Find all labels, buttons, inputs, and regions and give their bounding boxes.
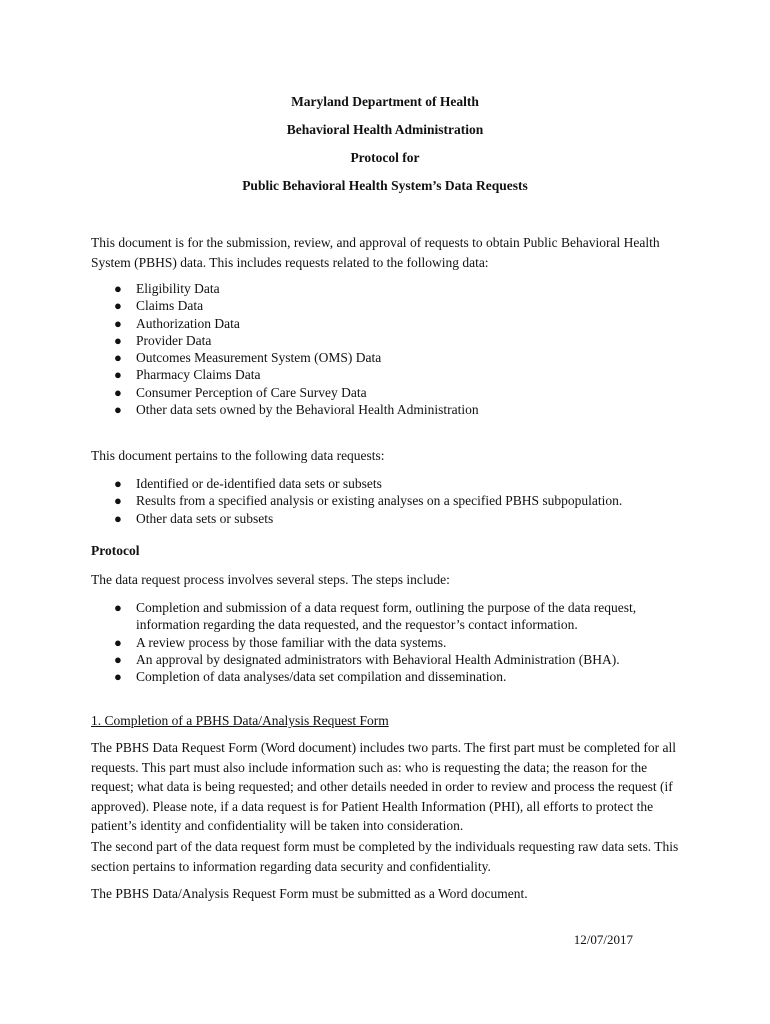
list-item: ● Provider Data — [114, 332, 212, 348]
list-item: ● Results from a specified analysis or existing analyses on a specified PBHS subpopulation. — [114, 493, 623, 509]
bullet-dot-icon: ● — [114, 402, 122, 418]
data-types-list — [0, 280, 770, 418]
bullet-dot-icon: ● — [114, 367, 122, 383]
list-item: ● Eligibility Data — [114, 281, 220, 296]
bullet-dot-icon: ● — [114, 600, 122, 615]
intro-paragraph: This document is for the submission, review, and approval of requests to obtain Public Behavioral Health System (PBHS) data. This includes requests related to the following data: — [91, 235, 660, 270]
section-1-paragraph-3: The PBHS Data/Analysis Request Form must be submitted as a Word document. — [91, 886, 528, 901]
bullet-dot-icon: ● — [114, 634, 122, 650]
list-item: ● Pharmacy Claims Data — [114, 367, 261, 383]
footer-date: 12/07/2017 — [573, 932, 633, 947]
protocol-paragraph: The data request process involves several steps. The steps include: — [91, 572, 450, 587]
list-item: ● An approval by designated administrators with Behavioral Health Administration (BHA). — [114, 651, 620, 667]
section-1-paragraph-1: The PBHS Data Request Form (Word document) includes two parts. The first part must be completed for all requests. This part must also include information such as: who is requesting the data; the reason for the request; what data is being requested; and other details needed in order to review and process the request (if approved). Please note, if a data request is for Patient Health Information (PHI), all efforts to protect the patient’s identity and confidentiality will be taken into consideration. — [91, 740, 677, 833]
bullet-dot-icon: ● — [114, 350, 122, 366]
list-item: ● Identified or de-identified data sets or subsets — [114, 476, 382, 491]
section-1-heading: 1. Completion of a PBHS Data/Analysis Request Form — [91, 713, 389, 728]
list-item: ● Other data sets owned by the Behavioral Health Administration — [114, 402, 479, 418]
bullet-dot-icon: ● — [114, 510, 122, 526]
protocol-for-title: Protocol for — [350, 150, 420, 165]
section-1-paragraph-2: The second part of the data request form must be completed by the individuals requesting raw data sets. This section pertains to information regarding data security and confidentiality. — [91, 839, 679, 874]
bullet-dot-icon: ● — [114, 476, 122, 491]
bullet-dot-icon: ● — [114, 298, 122, 314]
list-item: ● Other data sets or subsets — [114, 510, 274, 526]
list-item: ● Claims Data — [114, 298, 204, 314]
bullet-dot-icon: ● — [114, 281, 122, 296]
document-title: Public Behavioral Health System’s Data Requests — [242, 178, 528, 193]
protocol-heading: Protocol — [91, 543, 140, 558]
bullet-dot-icon: ● — [114, 332, 122, 348]
protocol-steps-list — [0, 599, 770, 685]
bullet-dot-icon: ● — [114, 384, 122, 400]
administration-title: Behavioral Health Administration — [286, 122, 484, 137]
department-title: Maryland Department of Health — [291, 94, 479, 109]
list-item: ● Completion and submission of a data request form, outlining the purpose of the data request, information regarding the data requested, and the requestor’s contact information. — [114, 600, 637, 633]
bullet-dot-icon: ● — [114, 651, 122, 667]
list-item: ● Consumer Perception of Care Survey Data — [114, 384, 367, 400]
list-item: ● Completion of data analyses/data set compilation and dissemination. — [114, 669, 507, 685]
requests-paragraph: This document pertains to the following data requests: — [91, 448, 385, 463]
list-item: ● A review process by those familiar with the data systems. — [114, 634, 447, 650]
list-item: ● Authorization Data — [114, 315, 240, 331]
requests-list — [0, 475, 770, 527]
bullet-dot-icon: ● — [114, 493, 122, 509]
list-item: ● Outcomes Measurement System (OMS) Data — [114, 350, 382, 366]
bullet-dot-icon: ● — [114, 315, 122, 331]
bullet-dot-icon: ● — [114, 669, 122, 685]
